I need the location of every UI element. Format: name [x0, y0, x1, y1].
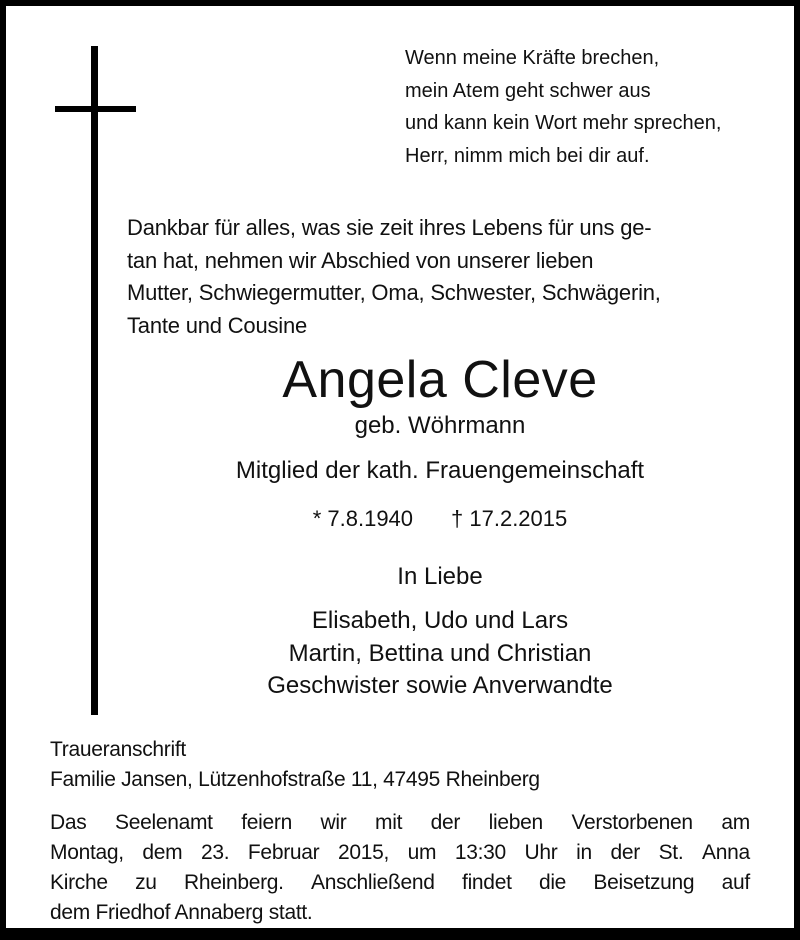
- service-word: zu: [135, 871, 157, 894]
- mourners-list: [180, 605, 700, 703]
- service-word: 13:30: [454, 841, 506, 864]
- service-word: Montag,: [50, 841, 124, 864]
- mourner-line: Elisabeth, Udo und Lars: [311, 607, 569, 634]
- service-word: auf: [721, 871, 750, 894]
- intro-line: Tante und Cousine: [127, 312, 308, 338]
- maiden-name: geb. Wöhrmann: [354, 412, 526, 439]
- service-word: 2015,: [337, 841, 390, 864]
- service-word: wir: [320, 811, 347, 834]
- service-line: [50, 808, 750, 838]
- service-word: Verstorbenen: [571, 811, 693, 834]
- service-word: der: [430, 811, 461, 834]
- service-word: St.: [658, 841, 684, 864]
- service-word: Seelenamt: [115, 811, 213, 834]
- service-line: [50, 868, 750, 898]
- address-line: Familie Jansen, Lützenhofstraße 11, 47495 Rheinberg: [50, 768, 540, 791]
- service-word: feiern: [241, 811, 292, 834]
- service-word: Anschließend: [311, 871, 435, 894]
- service-word: Uhr: [524, 841, 558, 864]
- service-word: Das: [50, 811, 87, 834]
- intro-line: Dankbar für alles, was sie zeit ihres Lebens für uns ge-: [127, 215, 652, 240]
- cross-icon-vertical-bar: [91, 46, 98, 715]
- service-word: mit: [375, 811, 403, 834]
- service-line: [50, 838, 750, 868]
- service-word: dem: [142, 841, 183, 864]
- mourner-line: Martin, Bettina und Christian: [288, 639, 592, 667]
- service-line-last: dem Friedhof Annaberg statt.: [50, 901, 313, 924]
- address-label: Traueranschrift: [50, 738, 186, 761]
- mourning-address: [50, 735, 540, 795]
- service-word: Beisetzung: [593, 871, 695, 894]
- service-word: um: [407, 841, 437, 864]
- birth-date: * 7.8.1940: [312, 506, 414, 531]
- service-word: lieben: [488, 811, 543, 834]
- cross-icon-horizontal-bar: [55, 106, 136, 112]
- membership: Mitglied der kath. Frauengemeinschaft: [235, 457, 645, 484]
- mourner-line: Geschwister sowie Anverwandte: [267, 672, 613, 699]
- service-word: der: [610, 841, 640, 864]
- service-word: in: [576, 841, 592, 864]
- deceased-name: Angela Cleve: [282, 351, 598, 409]
- service-word: findet: [462, 871, 512, 894]
- service-word: Kirche: [50, 871, 108, 894]
- life-dates: [180, 503, 700, 535]
- service-word: Anna: [701, 841, 750, 864]
- poem-line: mein Atem geht schwer aus: [405, 79, 651, 102]
- intro-paragraph: [127, 212, 767, 342]
- service-word: 23.: [200, 841, 230, 864]
- intro-line: tan hat, nehmen wir Abschied von unserer lieben: [127, 247, 594, 273]
- death-date: † 17.2.2015: [451, 506, 568, 531]
- service-word: Rheinberg.: [183, 871, 284, 894]
- service-word: Februar: [247, 841, 320, 864]
- closing-phrase: In Liebe: [397, 563, 483, 590]
- service-word: die: [538, 871, 567, 894]
- poem-line: Wenn meine Kräfte brechen,: [405, 47, 660, 69]
- service-info: [50, 808, 750, 928]
- poem-verse: [405, 42, 721, 172]
- intro-line: Mutter, Schwiegermutter, Oma, Schwester, Schwägerin,: [127, 280, 661, 305]
- poem-line: Herr, nimm mich bei dir auf.: [405, 144, 650, 167]
- poem-line: und kann kein Wort mehr sprechen,: [405, 112, 722, 134]
- service-word: am: [721, 811, 750, 834]
